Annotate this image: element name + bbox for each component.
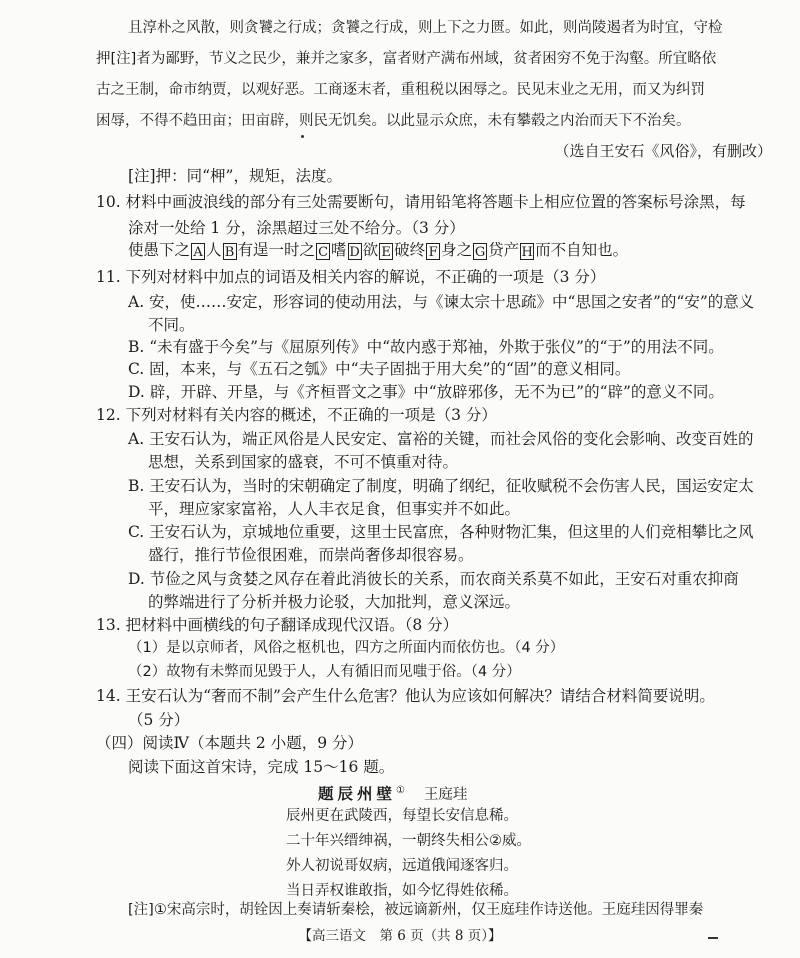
q11-option-a-cont: 不同。: [148, 316, 195, 334]
answer-box-f[interactable]: F: [426, 243, 440, 260]
poem-line-4: 当日弄权谁敢指，如今忆得姓依稀。: [286, 883, 518, 899]
q13-stem: 13. 把材料中画横线的句子翻译成现代汉语。（8 分）: [96, 616, 459, 634]
q11-option-b: B. “未有盛于今矣”与《屈原列传》中“故内惑于郑袖，外欺于张仪”的“于”的用法不同。: [128, 338, 724, 356]
q11-option-d: D. 辟，开辟、开垦，与《齐桓晋文之事》中“放辟邪侈，无不为已”的“辟”的意义不同。: [128, 383, 724, 401]
passage-note: [注]押：同“柙”，规矩，法度。: [128, 167, 342, 185]
answer-box-d[interactable]: D: [349, 244, 360, 260]
q14-score: （5 分）: [128, 711, 190, 729]
passage-source: （选自王安石《风俗》，有删改）: [554, 142, 772, 160]
q10-text-3: 有逞一时之: [237, 241, 316, 259]
answer-box-a[interactable]: A: [191, 243, 205, 260]
q12-option-b-cont: 平，理应家家富裕，人人丰衣足食，但事实并不如此。: [148, 500, 521, 518]
q11-stem: 11. 下列对材料中加点的词语及相关内容的解说，不正确的一项是（3 分）: [96, 268, 606, 286]
poem-line-3: 外人初说哥奴病，远道俄闻逐客归。: [286, 858, 518, 874]
q10-text-5: 欲: [362, 241, 379, 259]
q10-text-4: 嗜: [331, 241, 347, 259]
q12-option-d-cont: 的弊端进行了分析并极力论驳，大加批判，意义深远。: [148, 593, 521, 611]
q12-option-a-cont: 思想，关系到国家的盛衰，不可不慎重对待。: [148, 453, 459, 471]
answer-box-e[interactable]: E: [379, 243, 393, 260]
passage-line-2: 押[注]者为鄙野，节义之民少，兼并之家多，富者财产满布州域，贫者困穷不免于沟壑。所宜略依: [96, 51, 717, 67]
q10-text-8: 贷产: [488, 241, 520, 259]
q14-stem: 14. 王安石认为“奢而不制”会产生什么危害？他认为应该如何解决？请结合材料简要说明。: [96, 687, 715, 705]
poem-title-note-mark: ①: [396, 785, 405, 796]
corner-mark: [708, 937, 718, 939]
passage-line-1: 且淳朴之风散，则贪饕之行成；贪饕之行成，则上下之力匮。如此，则尚陵遏者为时宜，守检: [128, 20, 723, 36]
answer-box-b[interactable]: B: [223, 243, 237, 260]
q10-text-1: 使愚下之: [128, 241, 191, 259]
page-footer: 【高三语文 第 6 页（共 8 页）】: [298, 928, 502, 944]
q10-sentence: [128, 240, 628, 260]
passage-line-4: 困辱，不得不趋田亩；田亩辟，则民无饥矣。以此显示众庶，未有攀毂之内治而天下不治矣。: [96, 113, 691, 129]
section-heading: （四）阅读Ⅳ（本题共 2 小题，9 分）: [96, 734, 363, 752]
q12-option-b: B. 王安石认为，当时的宋朝确定了制度，明确了纲纪，征收赋税不会伤害人民，国运安定太: [128, 477, 754, 495]
answer-box-g[interactable]: G: [474, 244, 486, 260]
q13-sentence-1: （1）是以京师者，风俗之枢机也，四方之所面内而依仿也。（4 分）: [128, 640, 565, 656]
q10-stem-line-2: 涂对一处给 1 分，涂黑超过三处不给分。（3 分）: [128, 219, 465, 237]
emphasis-dot: [301, 135, 304, 138]
q12-option-c: C. 王安石认为，京城地位重要，这里士民富庶，各种财物汇集，但这里的人们竞相攀比之风: [128, 523, 754, 541]
q12-option-c-cont: 盛行，推行节俭很困难，而崇尚奢侈却很容易。: [148, 546, 474, 564]
q11-option-c: C. 固，本来，与《五石之瓠》中“夫子固拙于用大矣”的“固”的意义相同。: [128, 360, 631, 378]
passage-line-3: 古之王制，命市纳贾，以观好恶。工商逐末者，重租税以困辱之。民见末业之无用，而又为纠罚: [96, 82, 705, 98]
q12-option-d: D. 节俭之风与贪婪之风存在着此消彼长的关系，而农商关系莫不如此，王安石对重农抑商: [128, 570, 739, 588]
section-intro: 阅读下面这首宋诗，完成 15～16 题。: [128, 758, 395, 776]
poem-author: 王庭珪: [423, 787, 468, 804]
q11-option-a: A. 安，使……安定，形容词的使动用法，与《谏太宗十思疏》中“思国之安者”的“安”的意义: [128, 293, 755, 311]
q12-stem: 12. 下列对材料有关内容的概述，不正确的一项是（3 分）: [96, 406, 497, 424]
q13-sentence-2: （2）故物有未弊而见毁于人，人有循旧而见嗤于俗。（4 分）: [128, 664, 521, 680]
q10-text-9: 而不自知也。: [535, 241, 629, 259]
q10-stem-line-1: 10. 材料中画波浪线的部分有三处需要断句，请用铅笔将答题卡上相应位置的答案标号涂黑，每: [96, 193, 746, 211]
answer-box-c[interactable]: C: [316, 243, 330, 260]
answer-box-h[interactable]: H: [521, 244, 533, 260]
q10-text-2: 人: [206, 241, 222, 259]
poem-heading: [318, 781, 467, 805]
poem-line-2: 二十年兴缙绅祸，一朝终失相公②威。: [286, 833, 531, 849]
poem-line-1: 辰州更在武陵西，每望长安信息稀。: [286, 808, 518, 824]
poem-footnote: [注]①宋高宗时，胡铨因上奏请斩秦桧，被远谪新州，仅王庭珪作诗送他。王庭珪因得罪秦: [128, 902, 704, 918]
q10-text-7: 身之: [441, 241, 473, 259]
q10-text-6: 破终: [394, 241, 426, 259]
poem-title: 题辰州壁: [318, 784, 397, 804]
q12-option-a: A. 王安石认为，端正风俗是人民安定、富裕的关键，而社会风俗的变化会影响、改变百姓的: [128, 430, 754, 448]
